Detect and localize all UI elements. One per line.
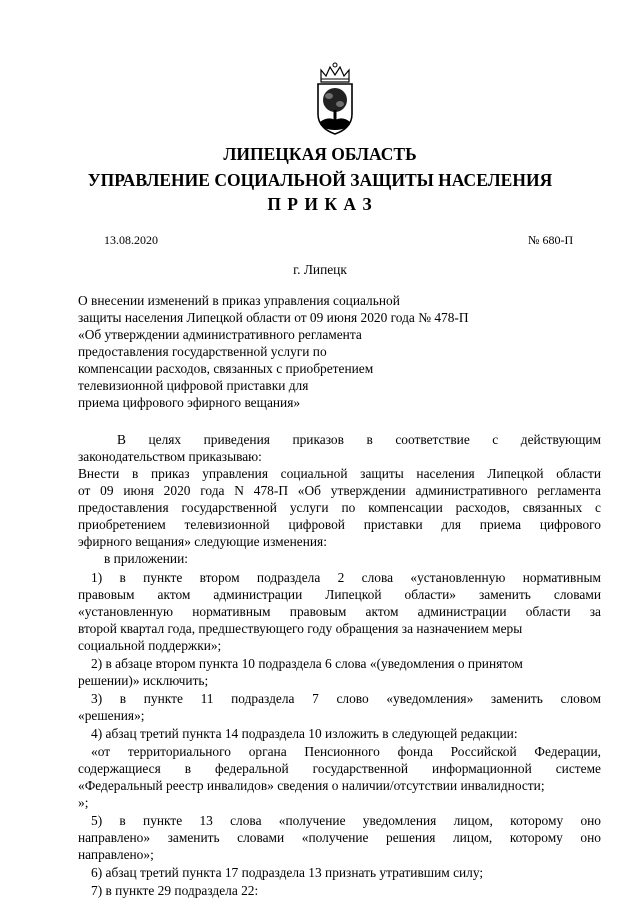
quote-line: »; xyxy=(78,795,89,810)
order-line: предоставления государственной услуги по компенсации расходов, связанных с xyxy=(78,500,601,515)
coat-of-arms-emblem xyxy=(316,62,354,136)
region-title: ЛИПЕЦКАЯ ОБЛАСТЬ xyxy=(223,144,417,164)
item-1-line: социальной поддержки»; xyxy=(78,638,222,653)
department-title: УПРАВЛЕНИЕ СОЦИАЛЬНОЙ ЗАЩИТЫ НАСЕЛЕНИЯ xyxy=(87,170,553,190)
subject-line: приема цифрового эфирного вещания» xyxy=(78,395,301,410)
item-2-line: 2) в абзаце втором пункта 10 подраздела 6 слова «(уведомления о принятом xyxy=(91,656,523,671)
subject-line: защиты населения Липецкой области от 09 июня 2020 года № 478-П xyxy=(78,310,469,325)
item-3-line: 3) в пункте 11 подраздела 7 слово «уведомления» заменить словом xyxy=(91,691,601,706)
order-line: приобретением телевизионной цифровой приставки для приема цифрового xyxy=(78,517,601,532)
order-date: 13.08.2020 xyxy=(104,233,158,247)
order-number: № 680-П xyxy=(528,233,574,247)
item-3-line: «решения»; xyxy=(78,708,145,723)
city-name: г. Липецк xyxy=(293,262,347,277)
item-2-line: решении)» исключить; xyxy=(78,673,209,688)
item-1-line: правовым актом администрации Липецкой области» заменить словами xyxy=(78,587,601,602)
item-6-line: 6) абзац третий пункта 17 подраздела 13 признать утратившим силу; xyxy=(91,865,484,880)
quote-line: «от территориального органа Пенсионного фонда Российской Федерации, xyxy=(91,744,601,759)
item-1-line: второй квартал года, предшествующего году обращения за назначением меры xyxy=(78,621,523,636)
item-1-line: «установленную нормативным правовым актом администрации области за xyxy=(78,604,601,619)
item-5-line: направлено»; xyxy=(78,847,154,862)
quote-line: содержащиеся в федеральной государственной информационной системе xyxy=(78,761,601,776)
item-4-line: 4) абзац третий пункта 14 подраздела 10 изложить в следующей редакции: xyxy=(91,726,518,741)
subject-line: телевизионной цифровой приставки для xyxy=(78,378,309,393)
quote-line: «Федеральный реестр инвалидов» сведения о наличии/отсутствии инвалидности; xyxy=(78,778,545,793)
order-line: от 09 июня 2020 года N 478-П «Об утверждении административного регламента xyxy=(78,483,601,498)
annex-line: в приложении: xyxy=(104,551,188,566)
order-line: Внести в приказ управления социальной защиты населения Липецкой области xyxy=(78,466,601,481)
preamble-line: законодательством приказываю: xyxy=(78,449,262,464)
item-5-line: 5) в пункте 13 слова «получение уведомления лицом, которому оно xyxy=(91,813,601,828)
subject-line: предоставления государственной услуги по xyxy=(78,344,327,359)
subject-line: «Об утверждении административного регламента xyxy=(78,327,362,342)
order-line: эфирного вещания» следующие изменения: xyxy=(78,534,327,549)
preamble-line: В целях приведения приказов в соответствие с действующим xyxy=(117,432,601,447)
subject-line: О внесении изменений в приказ управления социальной xyxy=(78,293,400,308)
item-5-line: направлено» заменить словами «получение решения лицом, которому оно xyxy=(78,830,601,845)
doc-type-title: П Р И К А З xyxy=(267,194,373,214)
item-7-line: 7) в пункте 29 подраздела 22: xyxy=(91,883,259,898)
item-1-line: 1) в пункте втором подраздела 2 слова «установленную нормативным xyxy=(91,570,601,585)
subject-line: компенсации расходов, связанных с приобретением xyxy=(78,361,374,376)
